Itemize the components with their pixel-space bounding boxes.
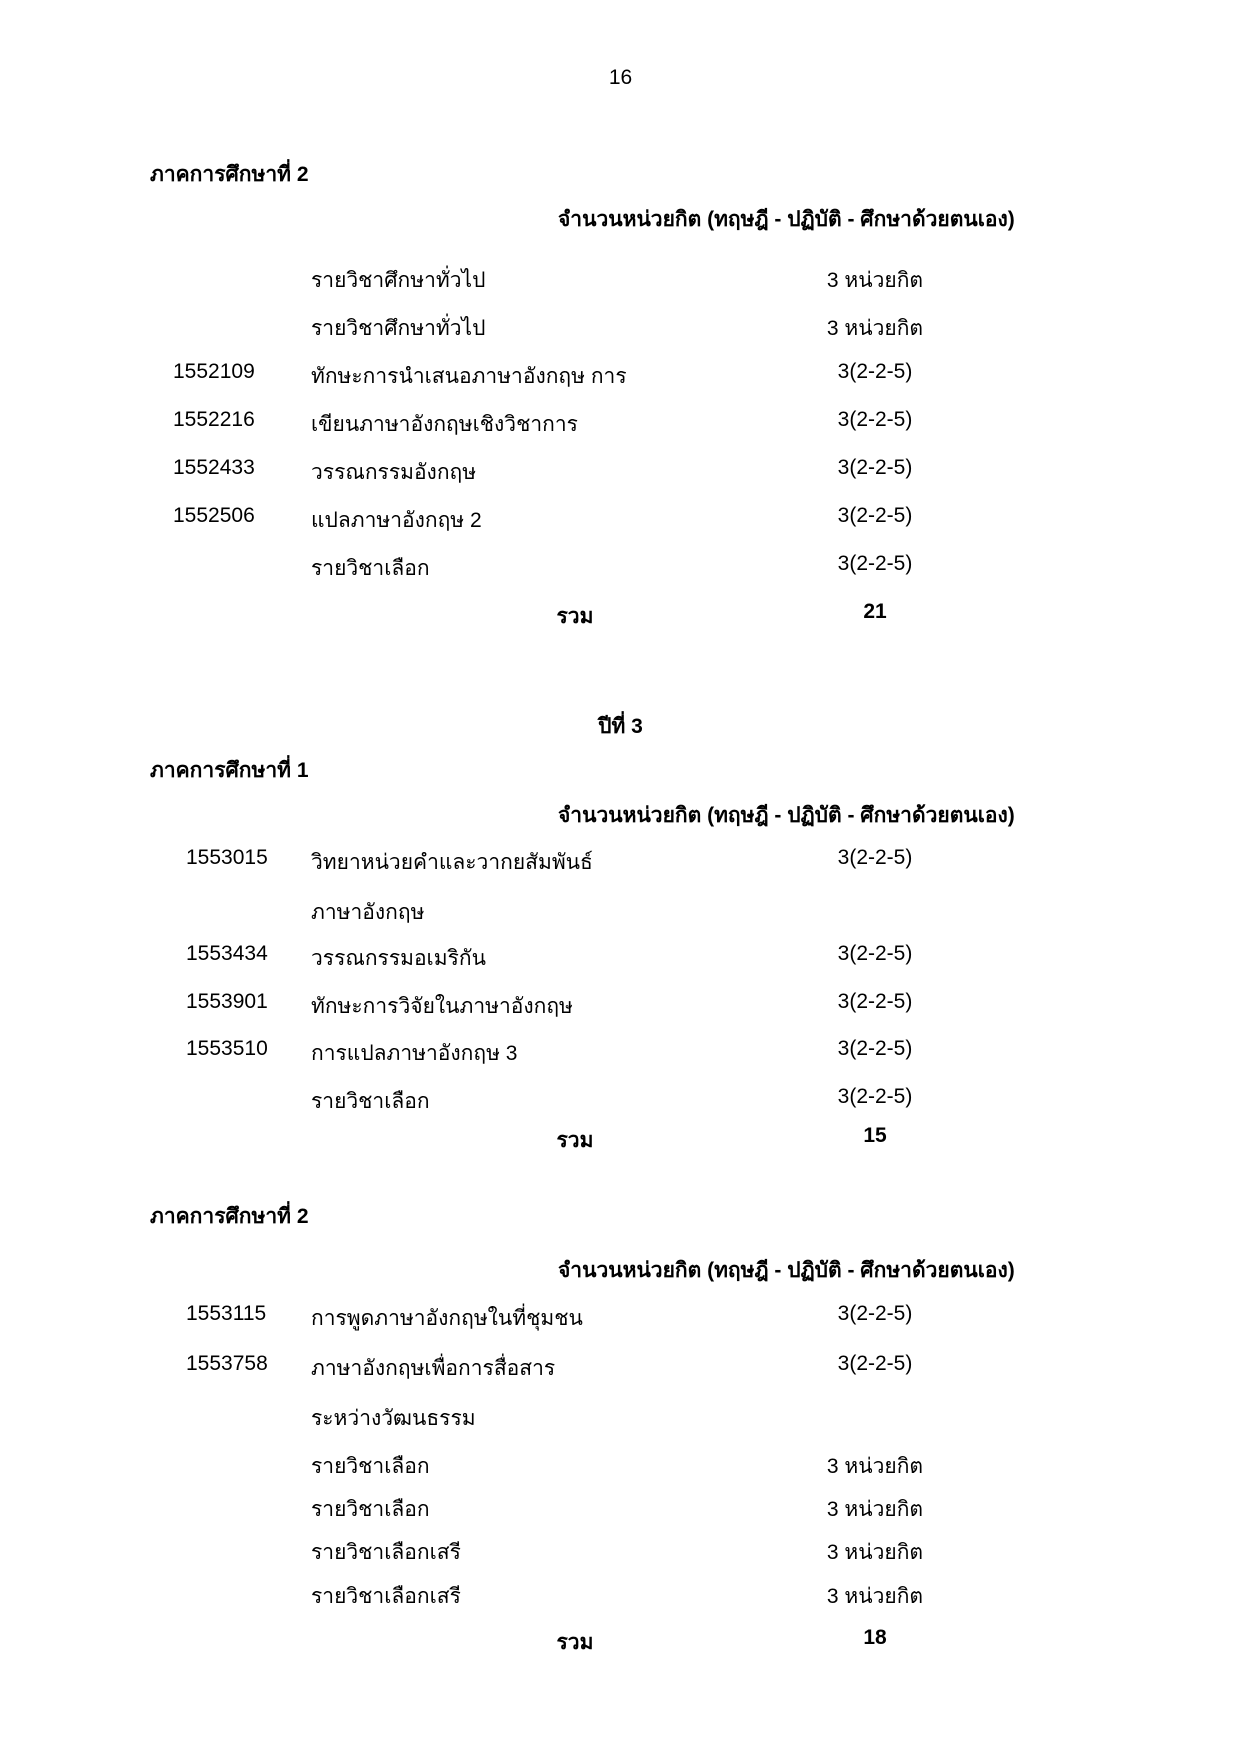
course-name: ทักษะการนำเสนอภาษาอังกฤษ การ <box>311 365 627 388</box>
course-name: รายวิชาเลือกเสรี <box>311 1541 461 1564</box>
course-credits: 3(2-2-5) <box>837 456 913 479</box>
course-name: รายวิชาศึกษาทั่วไป <box>311 317 486 340</box>
course-credits: 3(2-2-5) <box>837 990 913 1013</box>
semester-heading: ภาคการศึกษาที่ 1 <box>150 759 309 782</box>
course-name: รายวิชาเลือก <box>311 1090 430 1113</box>
course-row <box>0 1536 1241 1566</box>
total-label: รวม <box>556 605 594 628</box>
course-credits: 3 หน่วยกิต <box>826 269 924 292</box>
course-row <box>0 552 1241 582</box>
course-credits: 3(2-2-5) <box>837 1085 913 1108</box>
course-credits: 3(2-2-5) <box>837 408 913 431</box>
course-row <box>0 408 1241 438</box>
course-name: วิทยาหน่วยคำและวากยสัมพันธ์ <box>311 851 593 874</box>
course-row <box>0 846 1241 876</box>
total-label: รวม <box>556 1129 594 1152</box>
course-name-continuation <box>0 896 1241 926</box>
course-credits: 3 หน่วยกิต <box>826 1455 924 1478</box>
course-name: แปลภาษาอังกฤษ 2 <box>311 509 482 532</box>
course-row <box>0 1580 1241 1610</box>
course-name: รายวิชาศึกษาทั่วไป <box>311 269 486 292</box>
course-name: รายวิชาเลือก <box>311 1498 430 1521</box>
course-code: 1552216 <box>173 408 255 431</box>
course-code: 1553758 <box>186 1352 268 1375</box>
course-code: 1553115 <box>186 1302 267 1325</box>
course-name: รายวิชาเลือก <box>311 1455 430 1478</box>
total-label: รวม <box>556 1631 594 1654</box>
course-code: 1553434 <box>186 942 268 965</box>
course-row <box>0 456 1241 486</box>
course-credits: 3(2-2-5) <box>837 1302 913 1325</box>
course-name: การแปลภาษาอังกฤษ 3 <box>311 1042 518 1065</box>
semester-heading: ภาคการศึกษาที่ 2 <box>150 1205 309 1228</box>
course-credits: 3 หน่วยกิต <box>826 317 924 340</box>
course-name-continuation <box>0 1402 1241 1432</box>
page-number: 16 <box>608 66 633 89</box>
course-row <box>0 1352 1241 1382</box>
course-name: เขียนภาษาอังกฤษเชิงวิชาการ <box>311 413 578 436</box>
year-heading: ปีที่ 3 <box>598 715 643 738</box>
total-row <box>0 1626 1241 1656</box>
course-row <box>0 1037 1241 1067</box>
credits-header: จำนวนหน่วยกิต (ทฤษฎี - ปฏิบัติ - ศึกษาด้วยตนเอง) <box>558 208 1015 231</box>
course-name: วรรณกรรมอเมริกัน <box>311 947 486 970</box>
course-row <box>0 360 1241 390</box>
course-credits: 3(2-2-5) <box>837 504 913 527</box>
course-credits: 3(2-2-5) <box>837 846 913 869</box>
course-name: การพูดภาษาอังกฤษในที่ชุมชน <box>311 1307 583 1330</box>
course-row <box>0 504 1241 534</box>
credits-header: จำนวนหน่วยกิต (ทฤษฎี - ปฏิบัติ - ศึกษาด้วยตนเอง) <box>558 804 1015 827</box>
course-code: 1552506 <box>173 504 255 527</box>
course-name: รายวิชาเลือกเสรี <box>311 1585 461 1608</box>
total-value: 18 <box>863 1626 887 1649</box>
course-row <box>0 1493 1241 1523</box>
course-code: 1552433 <box>173 456 255 479</box>
credits-header: จำนวนหน่วยกิต (ทฤษฎี - ปฏิบัติ - ศึกษาด้วยตนเอง) <box>558 1259 1015 1282</box>
course-credits: 3(2-2-5) <box>837 552 913 575</box>
course-code: 1552109 <box>173 360 255 383</box>
total-value: 21 <box>863 600 887 623</box>
course-name: ภาษาอังกฤษ <box>311 901 425 924</box>
course-row <box>0 312 1241 342</box>
semester-heading: ภาคการศึกษาที่ 2 <box>150 163 309 186</box>
course-name: ภาษาอังกฤษเพื่อการสื่อสาร <box>311 1357 556 1380</box>
course-row <box>0 264 1241 294</box>
course-credits: 3(2-2-5) <box>837 1037 913 1060</box>
total-row <box>0 1124 1241 1154</box>
course-row <box>0 1450 1241 1480</box>
course-credits: 3 หน่วยกิต <box>826 1498 924 1521</box>
course-row <box>0 990 1241 1020</box>
course-credits: 3 หน่วยกิต <box>826 1541 924 1564</box>
course-name: ระหว่างวัฒนธรรม <box>311 1407 476 1430</box>
course-credits: 3(2-2-5) <box>837 1352 913 1375</box>
course-row <box>0 942 1241 972</box>
course-row <box>0 1302 1241 1332</box>
course-credits: 3(2-2-5) <box>837 360 913 383</box>
total-value: 15 <box>863 1124 887 1147</box>
course-name: รายวิชาเลือก <box>311 557 430 580</box>
total-row <box>0 600 1241 630</box>
course-code: 1553510 <box>186 1037 268 1060</box>
course-code: 1553015 <box>186 846 268 869</box>
course-name: ทักษะการวิจัยในภาษาอังกฤษ <box>311 995 573 1018</box>
course-row <box>0 1085 1241 1115</box>
course-credits: 3 หน่วยกิต <box>826 1585 924 1608</box>
course-name: วรรณกรรมอังกฤษ <box>311 461 477 484</box>
course-code: 1553901 <box>186 990 268 1013</box>
course-credits: 3(2-2-5) <box>837 942 913 965</box>
